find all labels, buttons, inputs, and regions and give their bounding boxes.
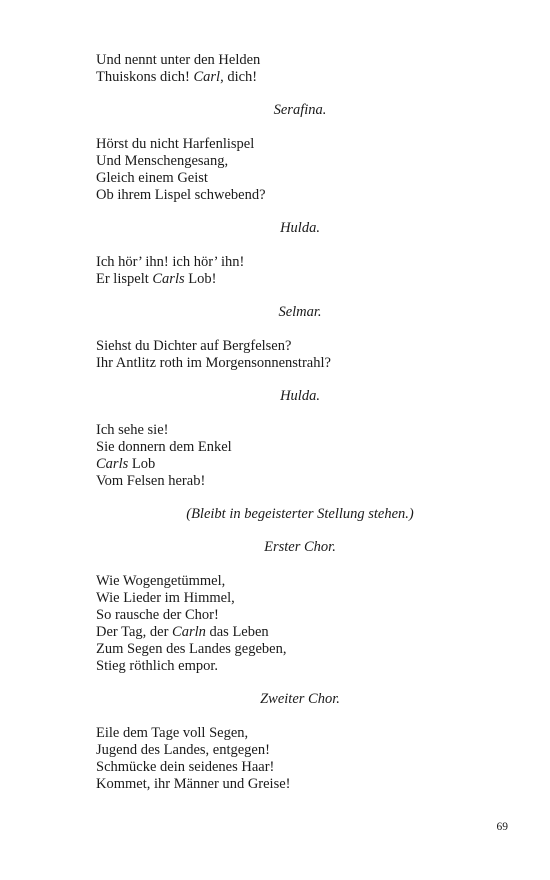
line-text: Lob xyxy=(128,456,156,472)
line-text: Jugend des Landes, entgegen! xyxy=(96,742,270,758)
line-text: , dich! xyxy=(220,69,258,85)
verse-line xyxy=(96,641,286,658)
name-emphasis: Carls xyxy=(152,271,185,287)
line-text: Schmücke dein seidenes Haar! xyxy=(96,759,275,775)
verse-line xyxy=(96,153,228,170)
verse-line xyxy=(96,187,266,204)
stage-direction: (Bleibt in begeisterter Stellung stehen.) xyxy=(186,506,414,522)
verse-line xyxy=(96,456,155,473)
verse-line xyxy=(96,473,205,490)
verse-line xyxy=(96,590,235,607)
page-number: 69 xyxy=(496,821,508,833)
line-text: Sie donnern dem Enkel xyxy=(96,439,232,455)
name-emphasis: Carl xyxy=(193,69,221,85)
verse-line xyxy=(96,624,269,641)
name-emphasis: Carln xyxy=(172,624,206,640)
line-text: Stieg röthlich empor. xyxy=(96,658,219,674)
line-text: Eile dem Tage voll Segen, xyxy=(96,725,249,741)
line-text: Ich hör’ ihn! ich hör’ ihn! xyxy=(96,254,245,270)
verse-line xyxy=(96,658,218,675)
verse-line xyxy=(96,338,291,355)
line-text: Gleich einem Geist xyxy=(96,170,208,186)
line-text: Ihr Antlitz roth im Morgensonnenstrahl? xyxy=(96,355,331,371)
verse-line xyxy=(96,759,274,776)
line-text: Wie Lieder im Himmel, xyxy=(96,590,235,606)
line-text: Und Menschengesang, xyxy=(96,153,229,169)
speaker-heading: Hulda. xyxy=(280,388,320,404)
line-text: das Leben xyxy=(205,624,269,640)
verse-line xyxy=(96,422,168,439)
line-text: Vom Felsen herab! xyxy=(96,473,206,489)
line-text: Siehst du Dichter auf Bergfelsen? xyxy=(96,338,292,354)
verse-line xyxy=(96,136,254,153)
line-text: Hörst du nicht Harfenlispel xyxy=(96,136,255,152)
line-text: Und nennt unter den Helden xyxy=(96,52,261,68)
verse-line xyxy=(96,607,219,624)
speaker-heading: Serafina. xyxy=(273,102,327,118)
verse-line xyxy=(96,573,225,590)
line-text: Ich sehe sie! xyxy=(96,422,169,438)
verse-line xyxy=(96,254,244,271)
line-text: Wie Wogengetümmel, xyxy=(96,573,226,589)
line-text: Der Tag, der xyxy=(96,624,173,640)
line-text: Kommet, ihr Männer und Greise! xyxy=(96,776,291,792)
verse-line xyxy=(96,271,216,288)
verse-line xyxy=(96,170,208,187)
speaker-heading: Selmar. xyxy=(278,304,322,320)
verse-line xyxy=(96,725,248,742)
line-text: Lob! xyxy=(184,271,217,287)
speaker-heading: Zweiter Chor. xyxy=(260,691,340,707)
speaker-heading: Hulda. xyxy=(280,220,320,236)
line-text: Thuiskons dich! xyxy=(96,69,194,85)
verse-line xyxy=(96,439,232,456)
name-emphasis: Carls xyxy=(96,456,129,472)
line-text: Ob ihrem Lispel schwebend? xyxy=(96,187,266,203)
verse-line xyxy=(96,52,260,69)
verse-line xyxy=(96,69,257,86)
speaker-heading: Erster Chor. xyxy=(264,539,336,555)
line-text: Er lispelt xyxy=(96,271,153,287)
verse-line xyxy=(96,776,291,793)
line-text: So rausche der Chor! xyxy=(96,607,219,623)
line-text: Zum Segen des Landes gegeben, xyxy=(96,641,287,657)
verse-line xyxy=(96,742,270,759)
verse-line xyxy=(96,355,331,372)
